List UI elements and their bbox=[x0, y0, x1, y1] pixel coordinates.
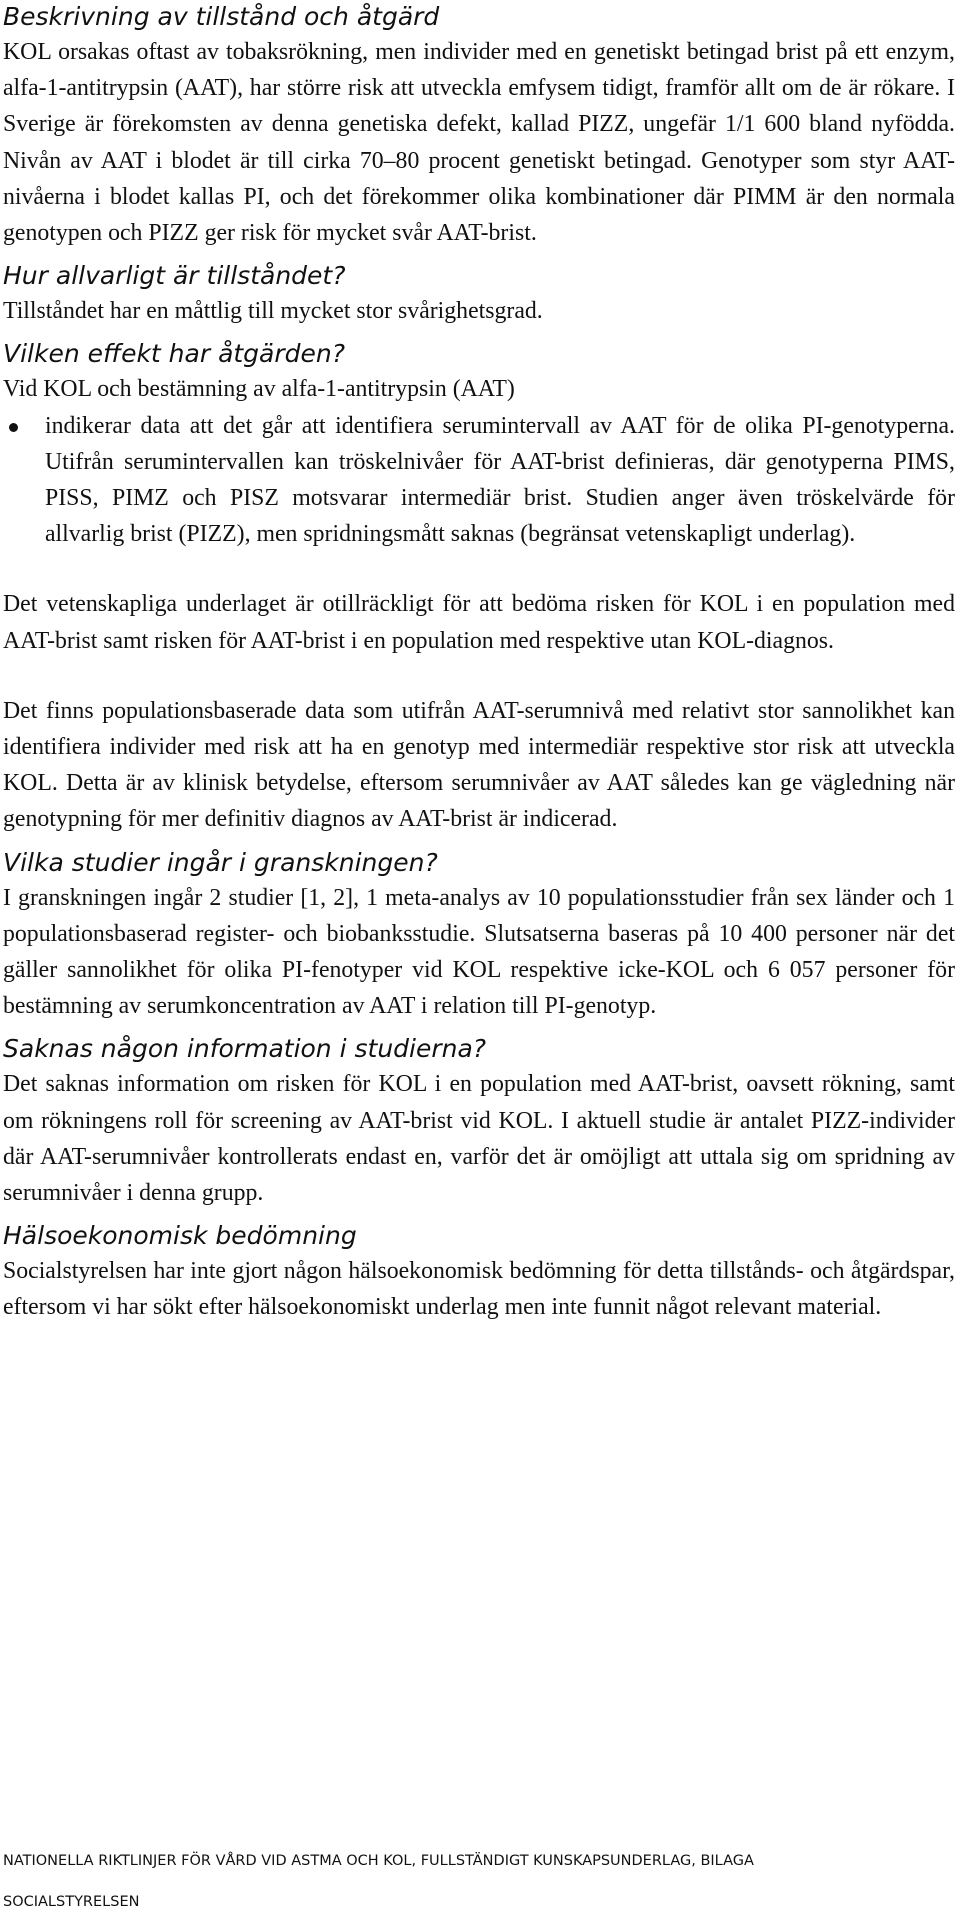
paragraph-evidence-insufficient: Det vetenskapliga underlaget är otillräckligt för att bedöma risken för KOL i en population med AAT-brist samt risken för AAT-brist i en population med respektive utan KOL-diagnos. bbox=[3, 591, 955, 654]
list-item bbox=[3, 408, 955, 553]
heading-studies: Vilka studier ingår i granskningen? bbox=[3, 847, 438, 877]
footer-publisher: SOCIALSTYRELSEN bbox=[3, 1894, 140, 1910]
paragraph-population-data: Det finns populationsbaserade data som utifrån AAT-serumnivå med relativt stor sannolikhet kan identifiera individer med risk att ha en genotyp med intermediär respektive stor risk att utveckla KOL. Detta är av klinisk betydelse, eftersom serumnivåer av AAT således kan ge vägledning när genotypning för mer definitiv diagnos av AAT-brist är indicerad. bbox=[3, 697, 955, 833]
heading-description: Beskrivning av tillstånd och åtgärd bbox=[3, 2, 440, 31]
paragraph-health-economics: Socialstyrelsen har inte gjort någon hälsoekonomisk bedömning för detta tillstånds- och åtgärdspar, eftersom vi har sökt efter hälsoekonomiskt underlag men inte funnit något relevant material. bbox=[3, 1258, 955, 1321]
paragraph-effect-intro: Vid KOL och bestämning av alfa-1-antitrypsin (AAT) bbox=[3, 376, 515, 403]
heading-effect: Vilken effekt har åtgärden? bbox=[3, 339, 346, 369]
paragraph-studies: I granskningen ingår 2 studier [1, 2], 1 meta-analys av 10 populationsstudier från sex länder och 1 populationsbaserad register- och biobanksstudie. Slutsatserna baseras på 10 400 personer när det gäller sannolikhet för olika PI-fenotyper vid KOL respektive icke-KOL och 6 057 personer för bestämning av serumkoncentration av AAT i relation till PI-genotyp. bbox=[3, 884, 955, 1020]
heading-health-economics: Hälsoekonomisk bedömning bbox=[3, 1221, 357, 1251]
footer-title: NATIONELLA RIKTLINJER FÖR VÅRD VID ASTMA OCH KOL, FULLSTÄNDIGT KUNSKAPSUNDERLAG, BILAGA bbox=[3, 1853, 754, 1869]
document-body bbox=[3, 0, 955, 1326]
heading-missing-information: Saknas någon information i studierna? bbox=[3, 1034, 487, 1064]
paragraph-description: KOL orsakas oftast av tobaksrökning, men individer med en genetiskt betingad brist på ett enzym, alfa-1-antitrypsin (AAT), har större risk att utveckla emfysem tidigt, framför allt om de är rökare. I Sverige är förekomsten av denna genetiska defekt, kallad PIZZ, ungefär 1/1 600 bland nyfödda. Nivån av AAT i blodet är till cirka 70–80 procent genetiskt betingad. Genotyper som styr AAT-nivåerna i blodet kallas PI, och det förekommer olika kombinationer där PIMM är den normala genotypen och PIZZ ger risk för mycket svår AAT-brist. bbox=[3, 39, 955, 247]
paragraph-missing-information: Det saknas information om risken för KOL i en population med AAT-brist, oavsett rökning, samt om rökningens roll för screening av AAT-brist vid KOL. I aktuell studie är antalet PIZZ-individer där AAT-serumnivåer kontrollerats endast en, varför det är omöjligt att uttala sig om spridning av serumnivåer i denna grupp. bbox=[3, 1071, 955, 1207]
bullet-icon bbox=[9, 423, 18, 432]
list-item-text: indikerar data att det går att identifiera serumintervall av AAT för de olika PI-genotyperna. Utifrån serumintervallen kan tröskelnivåer för AAT-brist definieras, där genotyperna PIMS, PISS, PIMZ och PISZ motsvarar intermediär brist. Studien anger även tröskelvärde för allvarlig brist (PIZZ), men spridningsmått saknas (begränsat vetenskapligt underlag). bbox=[45, 412, 955, 548]
heading-severity: Hur allvarligt är tillståndet? bbox=[3, 261, 346, 291]
paragraph-severity: Tillståndet har en måttlig till mycket stor svårighetsgrad. bbox=[3, 298, 543, 325]
effect-bullet-list bbox=[3, 408, 955, 553]
